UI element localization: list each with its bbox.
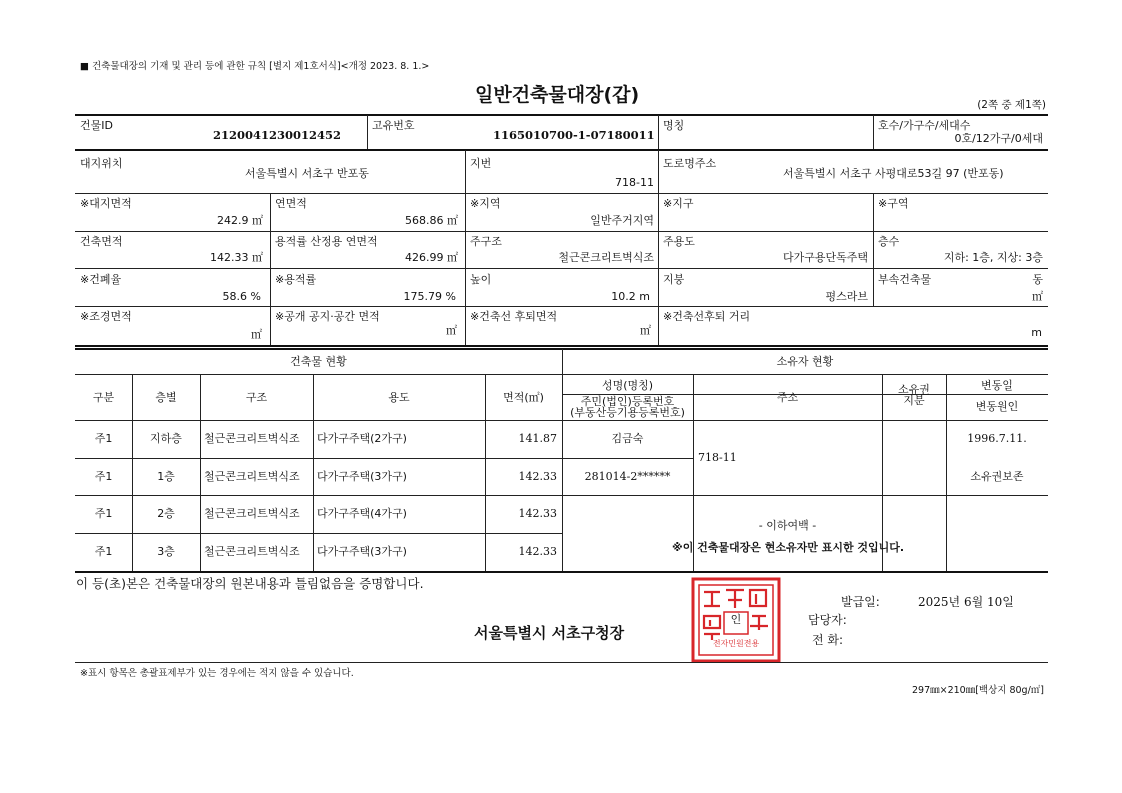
annex-label: 부속건축물	[878, 273, 932, 286]
location-value: 서울특별시 서초구 반포동	[245, 167, 369, 180]
landscape-value: ㎡	[251, 328, 262, 341]
far-area-label: 용적률 산정용 연면적	[275, 235, 378, 248]
row-use: 다가구주택(3가구)	[317, 470, 407, 483]
district-label: ※지구	[663, 197, 694, 210]
divider	[465, 193, 466, 345]
location-label: 대지위치	[80, 157, 123, 170]
divider	[270, 193, 271, 345]
height-label: 높이	[470, 273, 492, 286]
col-owner-id-header: 주민(법인)등록번호	[580, 395, 675, 408]
issue-date: 2025년 6월 10일	[918, 595, 1014, 609]
row-floor: 2층	[157, 507, 175, 520]
col-change-date-header: 변동일	[981, 379, 1013, 392]
site-area-value: 242.9 ㎡	[217, 214, 263, 227]
row-structure: 철근콘크리트벽식조	[204, 545, 300, 558]
row-floor: 1층	[157, 470, 175, 483]
page-indicator: (2쪽 중 제1쪽)	[977, 99, 1046, 111]
row-use: 다가구주택(3가구)	[317, 545, 407, 558]
table-row	[75, 459, 563, 495]
divider	[658, 193, 659, 345]
public-space-value: ㎡	[446, 324, 457, 337]
owner-name: 김금숙	[611, 432, 644, 445]
setback-distance-label: ※건축선후퇴 거리	[663, 310, 751, 323]
public-space-label: ※공개 공지·공간 면적	[275, 310, 380, 323]
main-use-value: 다가구용단독주택	[782, 251, 868, 264]
table-top-border	[75, 114, 1048, 116]
lot-value: 718-11	[615, 176, 654, 189]
row-type: 주1	[94, 507, 113, 520]
annex-count: 동	[1032, 273, 1043, 286]
document-title: 일반건축물대장(갑)	[475, 84, 640, 106]
issuing-office: 서울특별시 서초구청장	[474, 624, 625, 642]
paper-spec: 297㎜×210㎜[백상지 80g/㎡]	[911, 685, 1044, 696]
owner-address: 718-11	[698, 451, 737, 464]
row-type: 주1	[94, 470, 113, 483]
phone-label: 전 화:	[812, 633, 844, 647]
col-address-header: 주소	[776, 391, 799, 404]
col-type-header: 구분	[92, 391, 115, 404]
table-row5-border	[75, 306, 1048, 307]
height-value: 10.2 m	[611, 290, 650, 303]
far-label: ※용적률	[275, 273, 317, 286]
building-area-label: 건축면적	[80, 235, 123, 248]
col-share-header: 소유권 지분	[898, 383, 930, 407]
status-bottom-border	[75, 571, 1048, 573]
lot-label: 지번	[470, 157, 492, 170]
far-area-value: 426.99 ㎡	[405, 251, 458, 264]
table-row6-border	[75, 345, 1048, 347]
owner-note: ※이 건축물대장은 현소유자만 표시한 것입니다.	[672, 541, 905, 554]
row-area: 141.87	[518, 432, 557, 445]
divider	[658, 150, 659, 193]
divider	[367, 115, 368, 149]
col-area-header: 면적(㎡)	[503, 391, 544, 404]
building-area-value: 142.33 ㎡	[210, 251, 263, 264]
certification-text: 이 등(초)본은 건축물대장의 원본내용과 틀림없음을 증명합니다.	[76, 576, 424, 591]
households-label: 호수/가구수/세대수	[878, 119, 971, 132]
seal-text: 전자민원전용	[712, 639, 760, 648]
issue-date-label: 발급일:	[841, 595, 880, 609]
setback-area-value: ㎡	[640, 324, 651, 337]
divider	[658, 115, 659, 149]
households-value: 0호/12가구/0세대	[954, 132, 1043, 145]
building-id-value: 2120041230012452	[213, 128, 342, 142]
setback-area-label: ※건축선 후퇴면적	[470, 310, 558, 323]
owner-id: 281014-2******	[584, 470, 671, 483]
main-use-label: 주용도	[663, 235, 695, 248]
annex-area: ㎡	[1032, 290, 1043, 303]
divider	[873, 115, 874, 149]
setback-distance-value: m	[1031, 326, 1042, 339]
total-area-value: 568.86 ㎡	[405, 214, 458, 227]
row-floor: 지하층	[150, 432, 182, 445]
building-status-title: 건축물 현황	[290, 355, 347, 368]
clerk-label: 담당자:	[808, 613, 847, 627]
row-structure: 철근콘크리트벽식조	[204, 507, 300, 520]
building-id-label: 건물ID	[80, 119, 113, 132]
table-row	[75, 421, 563, 458]
change-reason: 소유권보존	[970, 470, 1024, 483]
road-label: 도로명주소	[663, 157, 717, 170]
unique-no-value: 1165010700-1-07180011	[493, 128, 655, 142]
regulation-note: ■ 건축물대장의 기재 및 관리 등에 관한 규칙 [별지 제1호서식]<개정 2023. 8. 1.>	[80, 61, 430, 72]
landscape-label: ※조경면적	[80, 310, 132, 323]
bcr-label: ※건폐율	[80, 273, 122, 286]
roof-label: 지붕	[663, 273, 685, 286]
table-row	[75, 496, 563, 533]
name-label: 명칭	[663, 119, 685, 132]
row-area: 142.33	[518, 507, 557, 520]
seal-center-mark: 인	[730, 613, 742, 626]
zone-label: ※지역	[470, 197, 501, 210]
row-floor: 3층	[157, 545, 175, 558]
col-structure-header: 구조	[245, 391, 268, 404]
total-area-label: 연면적	[275, 197, 307, 210]
bcr-value: 58.6 %	[222, 290, 261, 303]
footnote: ※표시 항목은 총괄표제부가 있는 경우에는 적지 않을 수 있습니다.	[80, 668, 354, 679]
row-type: 주1	[94, 545, 113, 558]
road-address-value: 서울특별시 서초구 사평대로53길 97 (반포동)	[783, 167, 1004, 180]
owner-status-title: 소유자 현황	[776, 355, 834, 368]
structure-label: 주구조	[470, 235, 502, 248]
row-type: 주1	[94, 432, 113, 445]
floors-value: 지하: 1층, 지상: 3층	[943, 251, 1043, 264]
blank-note: - 이하여백 -	[758, 519, 817, 532]
table-row2-border	[75, 193, 1048, 194]
col-owner-id-header-2: (부동산등기용등록번호)	[570, 406, 685, 419]
col-owner-name-header: 성명(명칭)	[601, 379, 654, 392]
row-structure: 철근콘크리트벽식조	[204, 470, 300, 483]
table-row1-border	[75, 149, 1048, 151]
table-row	[75, 534, 563, 571]
area-label: ※구역	[878, 197, 909, 210]
row-use: 다가구주택(2가구)	[317, 432, 407, 445]
row-area: 142.33	[518, 470, 557, 483]
table-row3-border	[75, 231, 1048, 232]
floors-label: 층수	[878, 235, 900, 248]
col-floor-header: 층별	[155, 391, 177, 404]
row-use: 다가구주택(4가구)	[317, 507, 407, 520]
footer-divider	[75, 662, 1048, 663]
row-structure: 철근콘크리트벽식조	[204, 432, 300, 445]
divider	[873, 193, 874, 306]
site-area-label: ※대지면적	[80, 197, 132, 210]
col-change-reason-header: 변동원인	[975, 400, 1019, 413]
change-date: 1996.7.11.	[967, 432, 1027, 445]
roof-value: 평스라브	[825, 290, 868, 303]
divider	[465, 150, 466, 193]
structure-value: 철근콘크리트벽식조	[558, 251, 654, 264]
zone-value: 일반주거지역	[590, 214, 654, 227]
unique-no-label: 고유번호	[372, 119, 415, 132]
table-row4-border	[75, 268, 1048, 269]
col-use-header: 용도	[388, 391, 410, 404]
far-value: 175.79 %	[403, 290, 456, 303]
row-area: 142.33	[518, 545, 557, 558]
